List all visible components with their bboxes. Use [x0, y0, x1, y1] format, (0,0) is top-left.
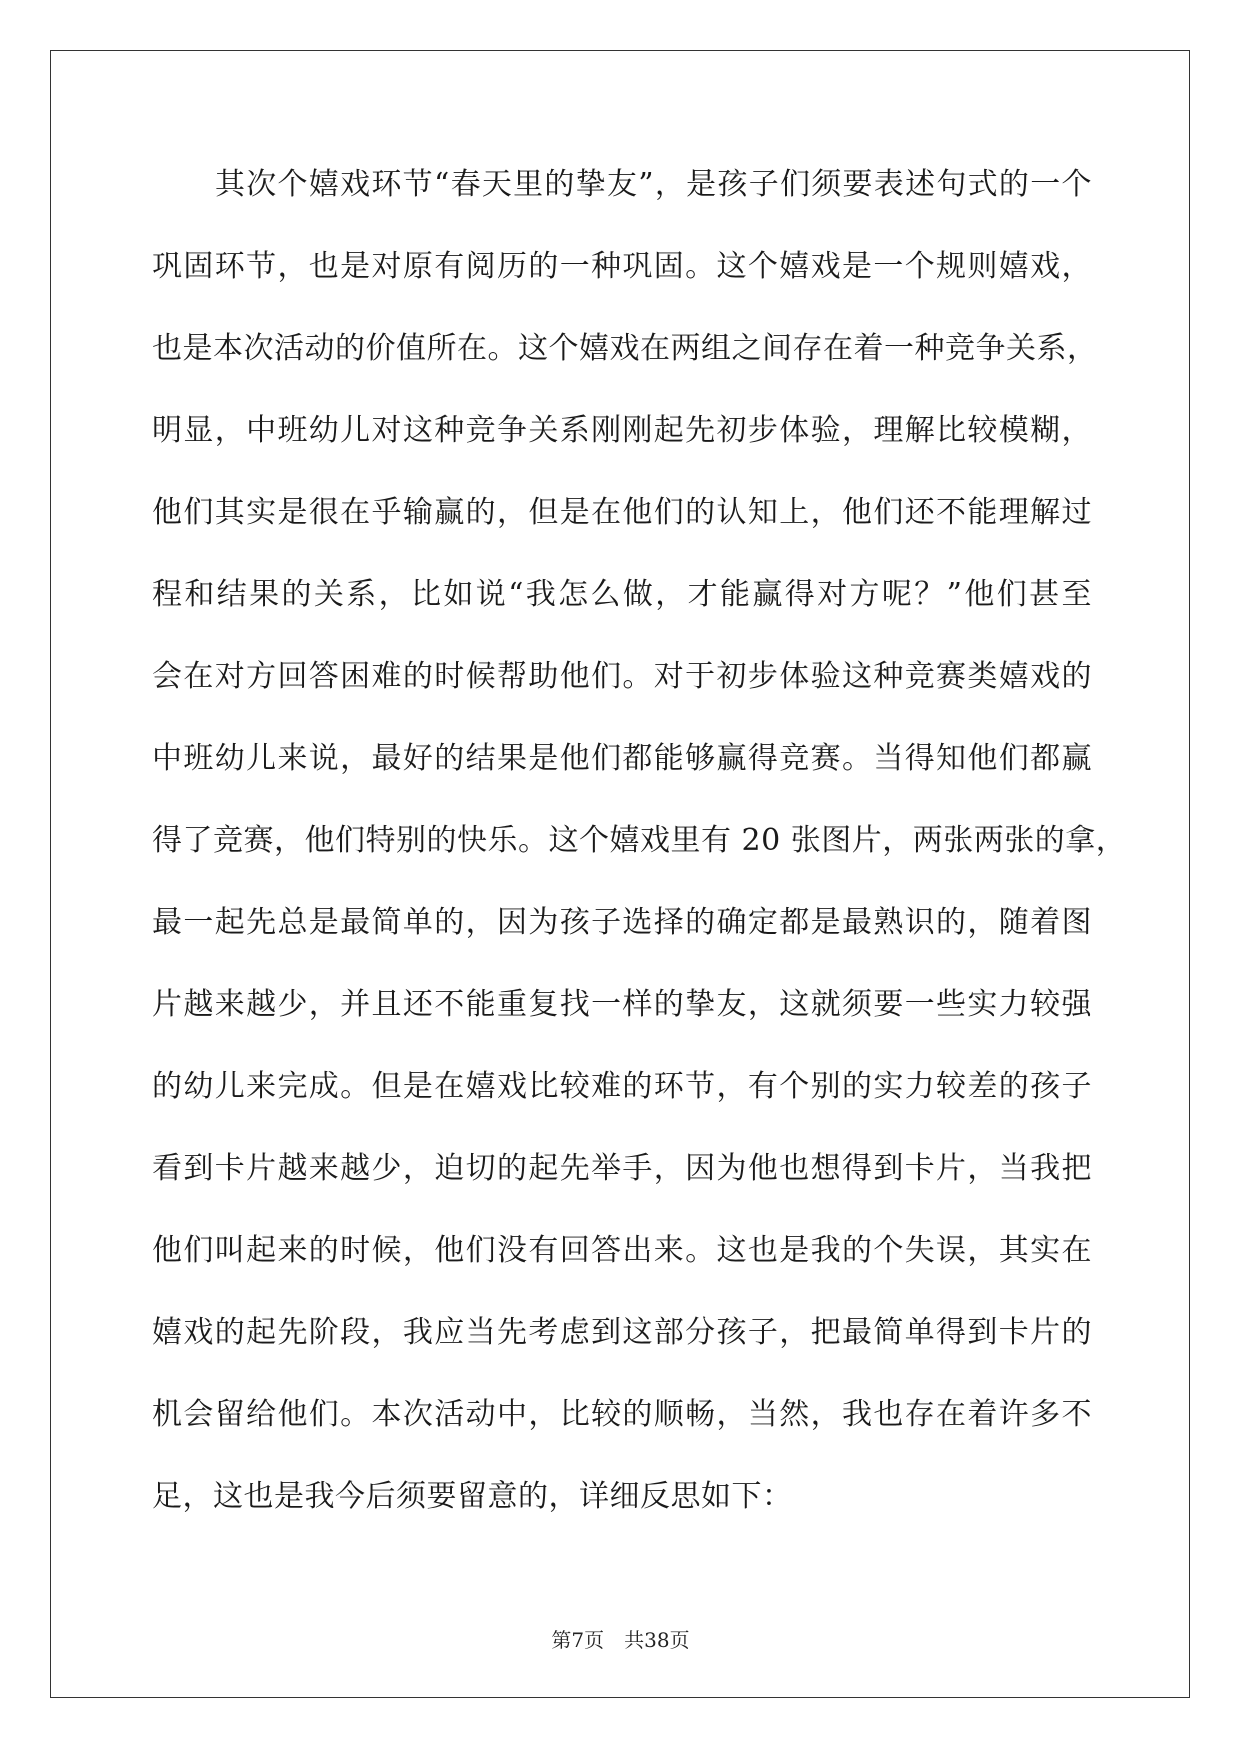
paragraph-line: 中班幼儿来说，最好的结果是他们都能够赢得竞赛。当得知他们都赢 — [152, 741, 1092, 776]
paragraph-line: 最一起先总是最简单的，因为孩子选择的确定都是最熟识的，随着图 — [152, 905, 1092, 940]
paragraph-line: 嬉戏的起先阶段，我应当先考虑到这部分孩子，把最简单得到卡片的 — [152, 1315, 1092, 1350]
paragraph-line: 片越来越少，并且还不能重复找一样的挚友，这就须要一些实力较强 — [152, 987, 1092, 1022]
paragraph-line: 足，这也是我今后须要留意的，详细反思如下： — [152, 1479, 793, 1514]
paragraph-line: 得了竞赛，他们特别的快乐。这个嬉戏里有 20 张图片，两张两张的拿， — [152, 823, 1127, 858]
paragraph-line: 其次个嬉戏环节“春天里的挚友”，是孩子们须要表述句式的一个 — [215, 167, 1092, 202]
paragraph-line: 巩固环节，也是对原有阅历的一种巩固。这个嬉戏是一个规则嬉戏， — [152, 249, 1092, 284]
paragraph-line: 也是本次活动的价值所在。这个嬉戏在两组之间存在着一种竞争关系， — [152, 331, 1098, 366]
body-paragraph — [152, 158, 1127, 1552]
paragraph-line: 会在对方回答困难的时候帮助他们。对于初步体验这种竞赛类嬉戏的 — [152, 659, 1092, 694]
paragraph-line: 程和结果的关系，比如说“我怎么做，才能赢得对方呢？”他们甚至 — [152, 577, 1092, 612]
page-number-footer: 第7页 共38页 — [551, 1628, 690, 1652]
paragraph-line: 的幼儿来完成。但是在嬉戏比较难的环节，有个别的实力较差的孩子 — [152, 1069, 1092, 1104]
paragraph-line: 看到卡片越来越少，迫切的起先举手，因为他也想得到卡片，当我把 — [152, 1151, 1092, 1186]
paragraph-line: 他们其实是很在乎输赢的，但是在他们的认知上，他们还不能理解过 — [152, 495, 1092, 530]
paragraph-line: 机会留给他们。本次活动中，比较的顺畅，当然，我也存在着许多不 — [152, 1397, 1092, 1432]
paragraph-line: 明显，中班幼儿对这种竞争关系刚刚起先初步体验，理解比较模糊， — [152, 413, 1092, 448]
paragraph-line: 他们叫起来的时候，他们没有回答出来。这也是我的个失误，其实在 — [152, 1233, 1092, 1268]
